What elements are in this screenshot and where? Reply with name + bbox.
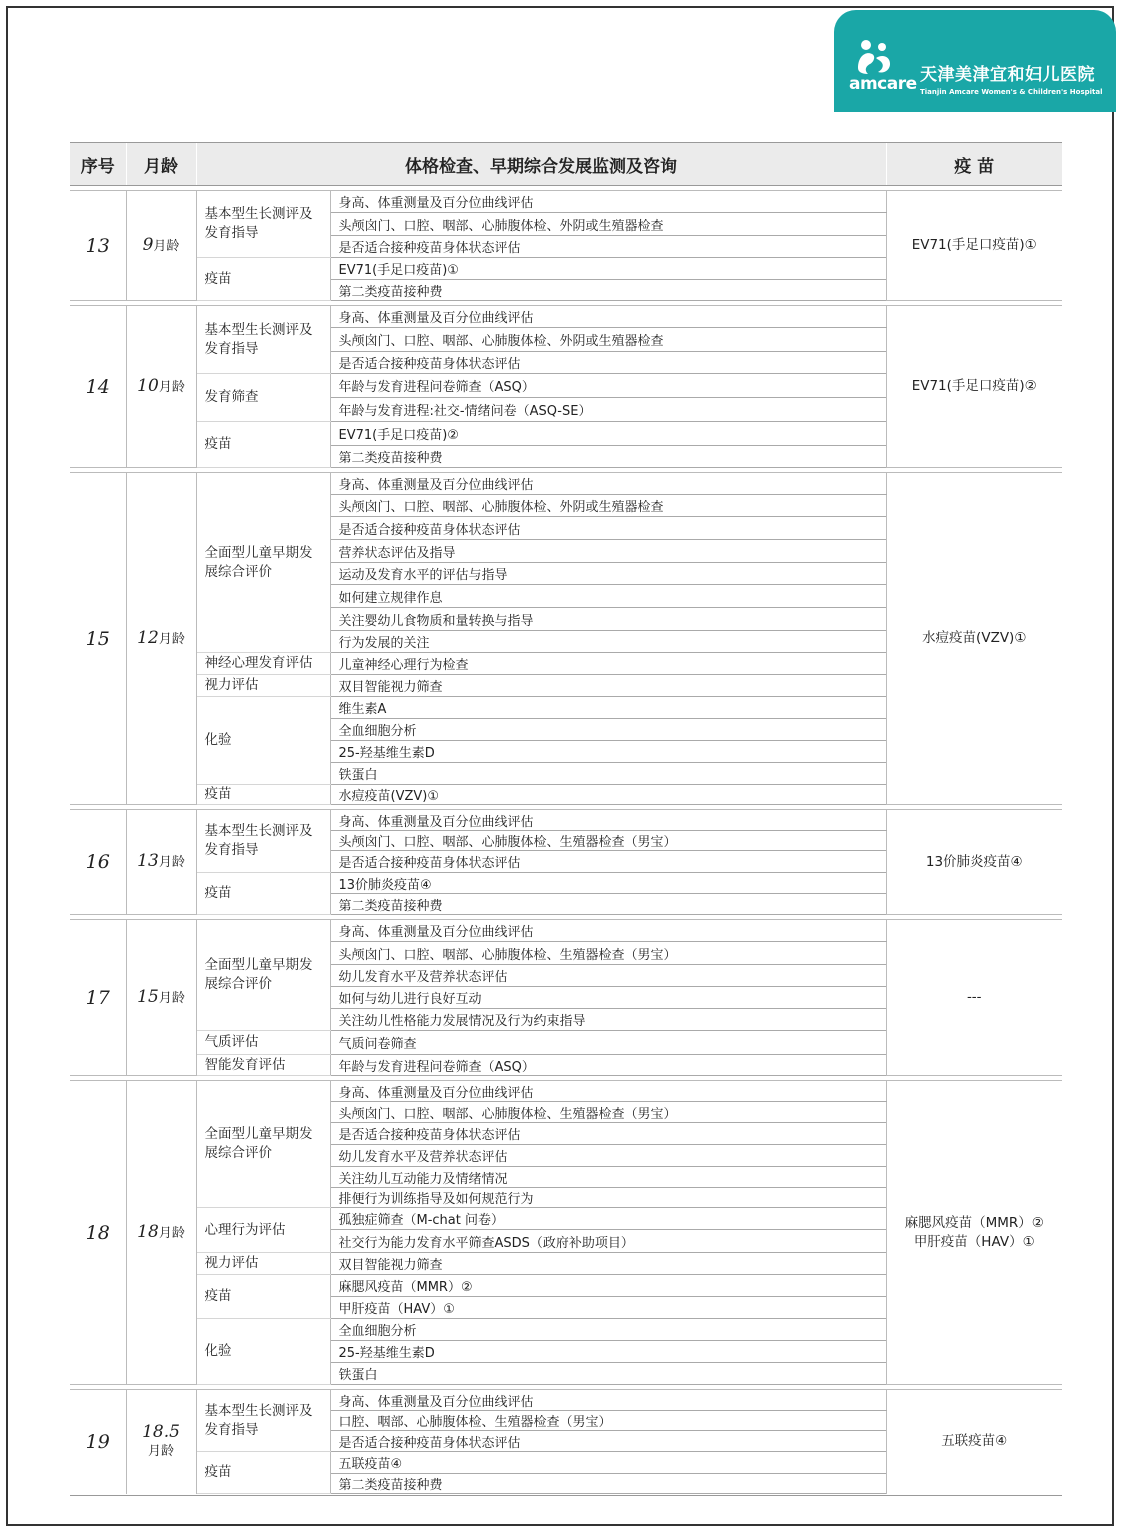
- age-cell: [126, 1081, 196, 1385]
- checkup-item: 幼儿发育水平及营养状态评估: [330, 1145, 886, 1167]
- checkup-item: 甲肝疫苗（HAV）①: [330, 1297, 886, 1319]
- table-row: [70, 1390, 1062, 1411]
- visit-block: [70, 468, 1062, 805]
- checkup-item: 运动及发育水平的评估与指导: [330, 563, 886, 585]
- checkup-item: 行为发展的关注: [330, 631, 886, 653]
- age-cell: [126, 191, 196, 301]
- table-row: [70, 306, 1062, 328]
- table-row: [70, 191, 1062, 213]
- checkup-item: 身高、体重测量及百分位曲线评估: [330, 1081, 886, 1102]
- table-row: [70, 810, 1062, 831]
- visit-block: [70, 805, 1062, 915]
- category-label: 全面型儿童早期发展综合评价: [196, 1081, 330, 1208]
- checkup-item: 全血细胞分析: [330, 1319, 886, 1341]
- family-icon: [852, 38, 896, 76]
- category-label: 视力评估: [196, 675, 330, 697]
- checkup-item: 儿童神经心理行为检查: [330, 653, 886, 675]
- checkup-item: 双目智能视力筛查: [330, 1253, 886, 1275]
- category-label: 基本型生长测评及发育指导: [196, 306, 330, 374]
- header-vaccine: 疫 苗: [886, 143, 1062, 186]
- visit-block: [70, 301, 1062, 468]
- category-label: 基本型生长测评及发育指导: [196, 191, 330, 258]
- checkup-item: 25-羟基维生素D: [330, 741, 886, 763]
- age-number: 18.5: [142, 1421, 180, 1442]
- checkup-item: 关注幼儿性格能力发展情况及行为约束指导: [330, 1009, 886, 1031]
- checkup-item: 是否适合接种疫苗身体状态评估: [330, 517, 886, 540]
- checkup-item: 如何与幼儿进行良好互动: [330, 987, 886, 1009]
- table-row: [70, 920, 1062, 942]
- checkup-item: 身高、体重测量及百分位曲线评估: [330, 191, 886, 213]
- checkup-item: 头颅囟门、口腔、咽部、心肺腹体检、生殖器检查（男宝）: [330, 942, 886, 965]
- visit-block: [70, 186, 1062, 301]
- age-number: 10: [137, 375, 159, 396]
- checkup-item: 排便行为训练指导及如何规范行为: [330, 1188, 886, 1208]
- category-label: 视力评估: [196, 1253, 330, 1275]
- checkup-item: 幼儿发育水平及营养状态评估: [330, 965, 886, 987]
- header-age: 月龄: [126, 143, 196, 186]
- category-label: 气质评估: [196, 1031, 330, 1055]
- checkup-item: 年龄与发育进程:社交-情绪问卷（ASQ-SE）: [330, 398, 886, 422]
- age-unit: 月龄: [153, 238, 180, 254]
- table-bottom-rule: [70, 1495, 1062, 1496]
- age-unit: 月龄: [147, 1443, 174, 1459]
- vaccine-cell: 13价肺炎疫苗④: [886, 810, 1062, 915]
- vaccine-cell: EV71(手足口疫苗)②: [886, 306, 1062, 468]
- category-label: 发育筛查: [196, 374, 330, 422]
- hospital-logo: [834, 10, 1116, 112]
- checkup-item: 年龄与发育进程问卷筛查（ASQ）: [330, 374, 886, 398]
- checkup-item: 口腔、咽部、心肺腹体检、生殖器检查（男宝）: [330, 1411, 886, 1431]
- checkup-item: 身高、体重测量及百分位曲线评估: [330, 1390, 886, 1411]
- age-number: 9: [142, 234, 154, 255]
- category-label: 化验: [196, 1319, 330, 1385]
- checkup-item: EV71(手足口疫苗)①: [330, 258, 886, 280]
- category-label: 智能发育评估: [196, 1055, 330, 1076]
- vaccine-cell: 水痘疫苗(VZV)①: [886, 473, 1062, 805]
- checkup-item: 年龄与发育进程问卷筛查（ASQ）: [330, 1055, 886, 1076]
- category-label: 疫苗: [196, 873, 330, 915]
- sequence-number: 15: [70, 473, 126, 805]
- hospital-name-cn: 天津美津宜和妇儿医院: [920, 65, 1095, 85]
- checkup-schedule-table: [70, 142, 1062, 1494]
- checkup-item: 是否适合接种疫苗身体状态评估: [330, 236, 886, 258]
- checkup-item: 关注婴幼儿食物质和量转换与指导: [330, 608, 886, 631]
- header-content: 体格检查、早期综合发展监测及咨询: [196, 143, 886, 186]
- category-label: 疫苗: [196, 785, 330, 805]
- checkup-item: 五联疫苗④: [330, 1452, 886, 1474]
- checkup-item: 关注幼儿互动能力及情绪情况: [330, 1167, 886, 1188]
- vaccine-line: 麻腮风疫苗（MMR）②: [904, 1214, 1044, 1231]
- checkup-item: 第二类疫苗接种费: [330, 446, 886, 468]
- vaccine-cell: 五联疫苗④: [886, 1390, 1062, 1494]
- checkup-item: 头颅囟门、口腔、咽部、心肺腹体检、外阴或生殖器检查: [330, 328, 886, 352]
- sequence-number: 13: [70, 191, 126, 301]
- category-label: 基本型生长测评及发育指导: [196, 1390, 330, 1452]
- table-row: [70, 1081, 1062, 1102]
- vaccine-cell: [886, 1081, 1062, 1385]
- visit-block: [70, 915, 1062, 1076]
- checkup-item: EV71(手足口疫苗)②: [330, 422, 886, 446]
- category-label: 化验: [196, 697, 330, 785]
- checkup-item: 营养状态评估及指导: [330, 540, 886, 563]
- sequence-number: 18: [70, 1081, 126, 1385]
- brand-name: amcare: [849, 74, 917, 94]
- checkup-item: 是否适合接种疫苗身体状态评估: [330, 1431, 886, 1452]
- visit-block: [70, 1385, 1062, 1494]
- checkup-item: 是否适合接种疫苗身体状态评估: [330, 352, 886, 374]
- checkup-item: 是否适合接种疫苗身体状态评估: [330, 851, 886, 873]
- vaccine-cell: ---: [886, 920, 1062, 1076]
- category-label: 基本型生长测评及发育指导: [196, 810, 330, 873]
- checkup-item: 孤独症筛查（M-chat 问卷）: [330, 1208, 886, 1230]
- checkup-item: 身高、体重测量及百分位曲线评估: [330, 473, 886, 495]
- category-label: 神经心理发育评估: [196, 653, 330, 675]
- sequence-number: 16: [70, 810, 126, 915]
- checkup-item: 身高、体重测量及百分位曲线评估: [330, 810, 886, 831]
- checkup-item: 气质问卷筛查: [330, 1031, 886, 1055]
- sequence-number: 19: [70, 1390, 126, 1494]
- checkup-item: 社交行为能力发育水平筛查ASDS（政府补助项目）: [330, 1230, 886, 1253]
- checkup-item: 头颅囟门、口腔、咽部、心肺腹体检、外阴或生殖器检查: [330, 495, 886, 517]
- age-unit: 月龄: [158, 379, 185, 395]
- checkup-item: 双目智能视力筛查: [330, 675, 886, 697]
- checkup-item: 头颅囟门、口腔、咽部、心肺腹体检、外阴或生殖器检查: [330, 213, 886, 236]
- category-label: 疫苗: [196, 422, 330, 468]
- age-number: 18: [137, 1221, 159, 1242]
- checkup-item: 是否适合接种疫苗身体状态评估: [330, 1123, 886, 1145]
- age-unit: 月龄: [158, 990, 185, 1006]
- category-label: 心理行为评估: [196, 1208, 330, 1253]
- checkup-item: 头颅囟门、口腔、咽部、心肺腹体检、生殖器检查（男宝）: [330, 1102, 886, 1123]
- table-header-row: [70, 143, 1062, 186]
- checkup-item: 铁蛋白: [330, 763, 886, 785]
- sequence-number: 14: [70, 306, 126, 468]
- age-number: 12: [137, 627, 159, 648]
- header-seq: 序号: [70, 143, 126, 186]
- category-label: 疫苗: [196, 1275, 330, 1319]
- checkup-item: 第二类疫苗接种费: [330, 894, 886, 915]
- table-row: [70, 473, 1062, 495]
- age-cell: [126, 473, 196, 805]
- checkup-item: 第二类疫苗接种费: [330, 280, 886, 301]
- hospital-name-en: Tianjin Amcare Women's & Children's Hospital: [920, 88, 1103, 96]
- checkup-item: 铁蛋白: [330, 1363, 886, 1385]
- age-cell: [126, 810, 196, 915]
- vaccine-line: 甲肝疫苗（HAV）①: [913, 1233, 1035, 1250]
- age-number: 15: [137, 986, 159, 1007]
- checkup-item: 13价肺炎疫苗④: [330, 873, 886, 894]
- age-number: 13: [137, 851, 159, 871]
- checkup-item: 维生素A: [330, 697, 886, 719]
- age-cell: [126, 306, 196, 468]
- checkup-item: 头颅囟门、口腔、咽部、心肺腹体检、生殖器检查（男宝）: [330, 831, 886, 851]
- category-label: 疫苗: [196, 1452, 330, 1494]
- sequence-number: 17: [70, 920, 126, 1076]
- checkup-item: 麻腮风疫苗（MMR）②: [330, 1275, 886, 1297]
- checkup-item: 身高、体重测量及百分位曲线评估: [330, 920, 886, 942]
- category-label: 全面型儿童早期发展综合评价: [196, 473, 330, 653]
- category-label: 疫苗: [196, 258, 330, 301]
- checkup-item: 如何建立规律作息: [330, 585, 886, 608]
- checkup-item: 全血细胞分析: [330, 719, 886, 741]
- category-label: 全面型儿童早期发展综合评价: [196, 920, 330, 1031]
- checkup-item: 水痘疫苗(VZV)①: [330, 785, 886, 805]
- age-cell: [126, 1390, 196, 1494]
- checkup-item: 25-羟基维生素D: [330, 1341, 886, 1363]
- age-unit: 月龄: [158, 631, 185, 647]
- age-unit: 月龄: [158, 855, 185, 870]
- vaccine-cell: EV71(手足口疫苗)①: [886, 191, 1062, 301]
- age-cell: [126, 920, 196, 1076]
- checkup-item: 第二类疫苗接种费: [330, 1474, 886, 1494]
- visit-block: [70, 1076, 1062, 1385]
- checkup-item: 身高、体重测量及百分位曲线评估: [330, 306, 886, 328]
- age-unit: 月龄: [158, 1225, 185, 1241]
